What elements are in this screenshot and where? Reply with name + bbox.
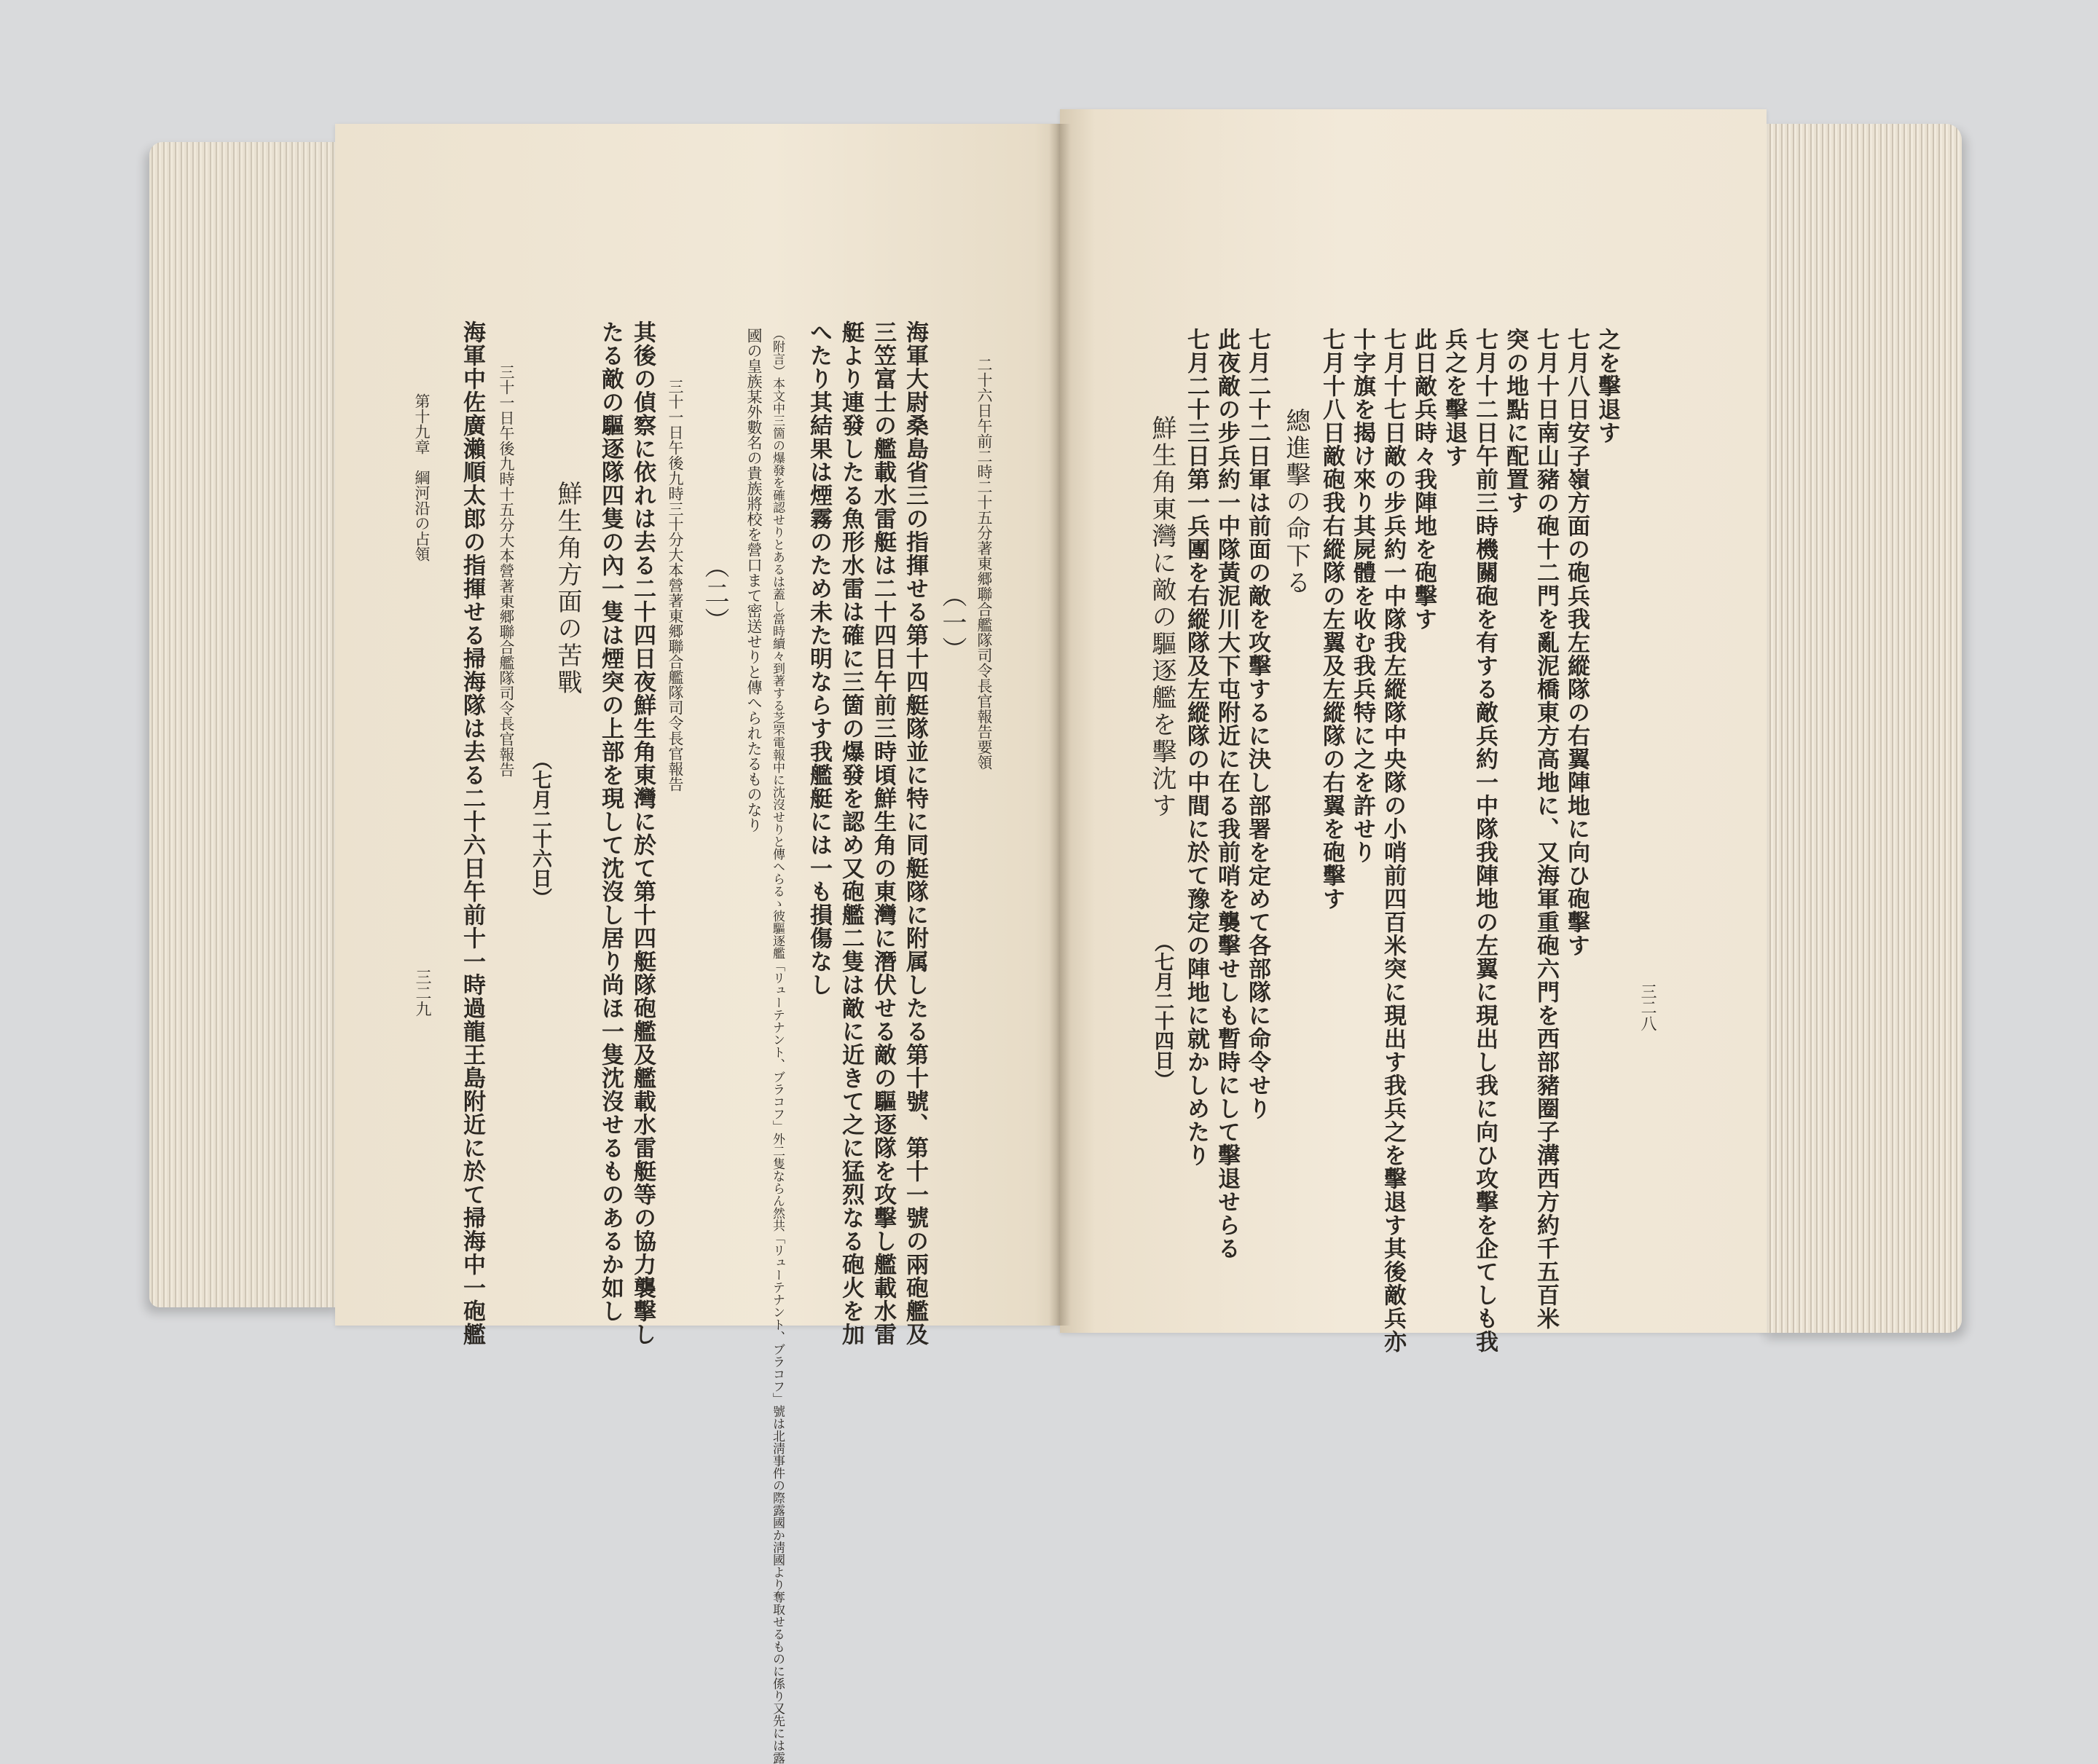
- left-line-6: へたり其結果は煙霧のため未た明ならす我艦艇には一も損傷なし: [806, 320, 832, 996]
- right-line-9: 十字旗を揭け來り其屍體を收む我兵特に之を許せり: [1349, 328, 1375, 864]
- right-line-3: 七月十日南山豬の砲十二門を亂泥橋東方高地に、又海軍重砲六門を西部豬圈子溝西方約千五百米: [1533, 328, 1559, 1330]
- left-page: [335, 124, 1064, 1326]
- left-footnote-1: （附言）本文中三箇の爆發を確認せりとあるは蓋し當時續々到著する芝罘電報中に沈沒せりと傳へらるゝ彼驅逐艦「リューテナント、ブラコフ」外二隻ならん然共「リューテナント、ブラコフ」號は北淸事件の際露國か淸國より奪取せるものに係り又先には露: [770, 328, 785, 1764]
- book-gutter: [1049, 124, 1071, 1326]
- right-line-12: 七月二十二日軍は前面の敵を攻擊するに決し部署を定めて各部隊に命令せり: [1244, 328, 1270, 1120]
- left-section-heading: 鮮生角方面の苦戰: [553, 481, 582, 696]
- left-report-header-2: 三十一日午後九時三十分大本營著東郷聯合艦隊司令長官報告: [667, 379, 684, 792]
- right-line-8: 七月十七日敵の步兵約一中隊我左縱隊中央隊の小哨前四百米突に現出す我兵之を擊退す其後敵兵亦: [1380, 328, 1406, 1353]
- left-line-12: たる敵の驅逐隊四隻の內一隻は煙突の上部を現して沈沒し居り尚ほ一隻沈沒せるものあるか如し: [597, 320, 624, 1323]
- right-line-14: 七月二十三日第一兵團を右縱隊及左縱隊の中間に於て豫定の陣地に就かしめたり: [1183, 328, 1209, 1167]
- left-footnote-2: 國の皇族某外數名の貴族將校を營口まて密送せりと傳へられたるものなり: [745, 328, 763, 832]
- left-report-header-3: 三十一日午後九時十五分大本營著東郷聯合艦隊司令長官報告: [498, 364, 515, 777]
- right-line-4: 突の地點に配置す: [1502, 328, 1528, 514]
- left-line-16: 海軍中佐廣瀨順太郎の指揮せる掃海隊は去る二十六日午前十一時過龍王島附近に於て掃海中一砲艦: [459, 320, 485, 1346]
- left-report-header-1: 二十六日午前二時二十五分著東郷聯合艦隊司令長官報告要領: [975, 357, 993, 770]
- left-running-head: 第十九章 綱河沿の占領: [413, 393, 431, 562]
- left-line-5: 艇より連發したる魚形水雷は確に三箇の爆發を認め又砲艦二隻は敵に近きて之に猛烈なる砲火を加: [838, 320, 864, 1346]
- left-page-number: 三二九: [413, 969, 431, 1017]
- right-line-2: 七月八日安子嶺方面の砲兵我左縱隊の右翼陣地に向ひ砲擊す: [1563, 328, 1590, 957]
- left-report-number-1: （一）: [938, 583, 967, 664]
- right-line-6: 兵之を擊退す: [1441, 328, 1467, 468]
- right-section-heading: 總進擊の命下る: [1281, 408, 1311, 596]
- left-line-11: 其後の偵察に依れは去る二十四日夜鮮生角東灣に於て第十四艇隊砲艦及艦載水雷艇等の協力襲擊し: [629, 320, 656, 1346]
- right-line-10: 七月十八日敵砲我右縱隊の左翼及左縱隊の右翼を砲擊す: [1319, 328, 1345, 910]
- right-line-13: 此夜敵の步兵約一中隊黃泥川大下屯附近に在る我前哨を襲擊せしも暫時にして擊退せらる: [1214, 328, 1240, 1260]
- left-date-note: （七月二十六日）: [529, 750, 551, 907]
- right-subheading: 鮮生角東灣に敵の驅逐艦を擊沈す: [1147, 415, 1176, 819]
- right-page-number: 三二八: [1638, 983, 1657, 1031]
- right-line-7: 此日敵兵時々我陣地を砲擊す: [1410, 328, 1437, 631]
- right-date-note: （七月二十四日）: [1151, 932, 1174, 1090]
- left-line-3: 海軍大尉桑島省三の指揮せる第十四艇隊並に特に同艇隊に附属したる第十號、第十一號の兩砲艦及: [902, 320, 928, 1346]
- left-page-block-edges: [149, 142, 342, 1307]
- left-report-number-2: （二）: [700, 554, 729, 634]
- right-line-5: 七月十二日午前三時機關砲を有する敵兵約一中隊我陣地の左翼に現出し我に向ひ攻擊を企てしも我: [1472, 328, 1498, 1353]
- right-line-1: 之を擊退す: [1594, 328, 1620, 444]
- right-page-block-edges: [1761, 124, 1962, 1333]
- left-line-4: 三笠富士の艦載水雷艇は二十四日午前三時頃鮮生角の東灣に潛伏せる敵の驅逐隊を攻擊し艦載水雷: [870, 320, 896, 1346]
